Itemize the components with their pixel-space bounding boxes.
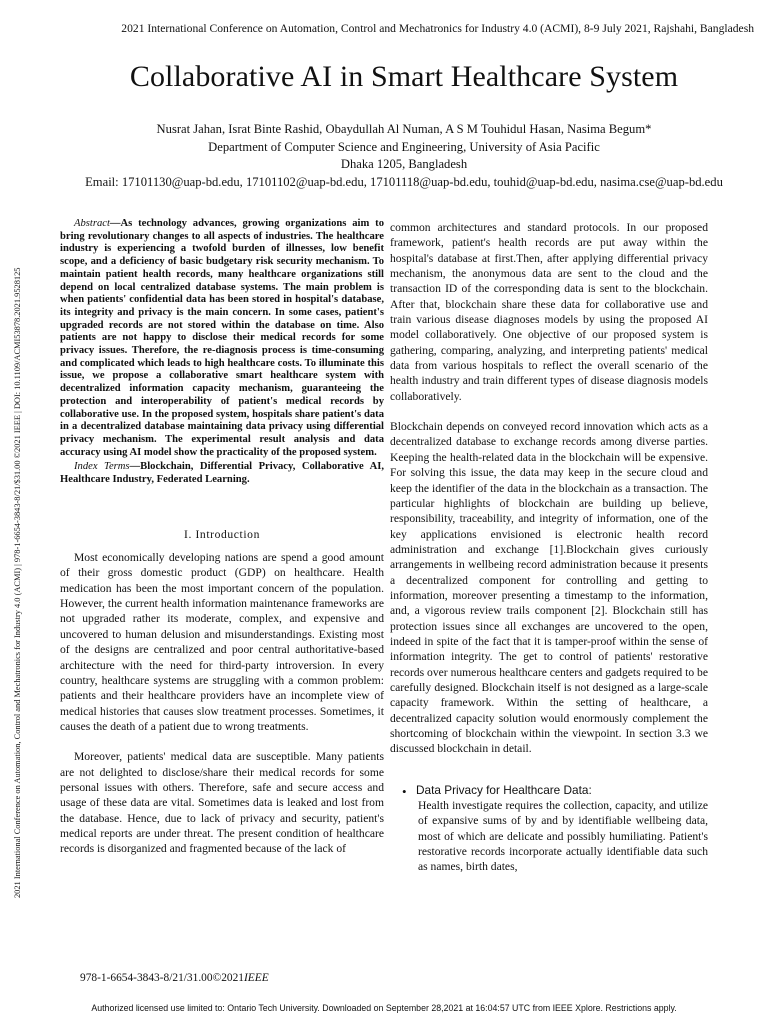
affiliation-city: Dhaka 1205, Bangladesh — [340, 157, 468, 171]
index-terms-label: Index Terms — [74, 461, 130, 473]
affiliation: Department of Computer Science and Engineering, University of Asia Pacific — [208, 139, 600, 154]
abstract-label: Abstract — [74, 218, 110, 229]
bullet-dot-icon: • — [402, 783, 407, 799]
bullet-title — [404, 783, 708, 798]
bullet-data-privacy — [390, 783, 708, 875]
bullet-title-colon: : — [588, 782, 592, 797]
section-heading-introduction: I. Introduction — [184, 527, 260, 541]
footer-isbn-year: 2021 — [221, 972, 244, 984]
abstract — [60, 218, 384, 459]
index-terms — [60, 461, 384, 486]
intro-paragraph-4: Blockchain depends on conveyed record innovation which acts as a decentralized database to exchange records among diverse parties. Keeping the health-related data in the blockchain will be expensive. For solving this issue, the data may keep in the secure cloud and keep the identifier of the data in the blockchain as a transaction. The particular highlights of blockchain are building up believe, responsibility, traceability, and integrity of information, one of the key applications envisioned is electronic health record administration and exchange [1].Blockchain gives curiously arrangements in wellbeing record administration because it presents a decentralized component for controlling and getting to information, moreover presenting a timestamp to the information, and, a vigorous review trails component [2]. Blockchain still has protection issues since all exchanges are uncovered to the open, indeed in spite of the fact that it is tamper-proof within the sense of information integrity. The get to control of patients' restorative records over numerous healthcare centers and gadgets required to be carefully designed. Blockchain itself is not designed as a large-scale capacity framework. Within the setting of healthcare, a decentralized capacity solution would enormously complement the shortcoming of blockchain within the viewpoint. In section 3.3 we discussed blockchain in detail. — [390, 420, 708, 756]
side-doi-identifier: 2021 International Conference on Automation, Control and Mechatronics for Industry 4.0 (ACMI) | 978-1-6654-3843-8/21/$31.00 ©2021 IEEE | DOI: 10.1109/ACMI53878.2021.9528125 — [13, 267, 22, 898]
left-column — [60, 218, 384, 872]
intro-paragraph-3: common architectures and standard protocols. In our proposed framework, patient's health records are put away within the hospital's database at first.Then, after applying differential privacy mechanism, the anonymous data are sent to the cloud and the transaction ID of the corresponding data is sent to the blockchain. After that, blockchain share these data for collaborative use and train various disease diagnoses models by using the proposed AI model collaboratively. One objective of our proposed system is gathering, comparing, analyzing, and interpreting patients' medical data from various hospitals to reflect the overall scenario of the health industry and train different types of disease diagnosis models collaboratively. — [390, 221, 708, 403]
bullet-title-text: Data Privacy for Healthcare Data — [416, 782, 589, 797]
authorized-use-notice: Authorized licensed use limited to: Ontario Tech University. Downloaded on September 28,2021 at 16:04:57 UTC from IEEE Xplore. Restrictions apply. — [91, 1003, 677, 1013]
footer-isbn — [80, 972, 269, 984]
author-list: Nusrat Jahan, Israt Binte Rashid, Obaydullah Al Numan, A S M Touhidul Hasan, Nasima Begum* — [156, 122, 652, 136]
author-block — [60, 121, 748, 191]
abstract-text: —As technology advances, growing organizations aim to bring revolutionary changes to all aspects of industries. The healthcare industry is experiencing a twofold burden of illnesses, low benefit scope, and a deficiency of basic budgetary risk security mechanism. To maintain patient health records, many healthcare organizations still depend on local centralized database systems. The main problem is when patients' confidential data has been stored in hospital's database, its integrity and privacy is the main concern. In some cases, patient's upgraded records are not stored within the database on time. Also patients are not happy to disclose their medical records for some privacy issues. Therefore, the re-diagnosis process is time-consuming and complicated which leads to high healthcare costs. To illuminate this issue, we propose a collaborative smart healthcare system with decentralized information capacity mechanism, guaranteeing the protection and interoperability of patient's medical records by collaborative use. In the proposed system, hospitals share patient's data in a decentralized database maintaining data privacy using differential privacy mechanism. The experimental result analysis and data accuracy using AI model show the practicality of the proposed system. — [60, 218, 384, 458]
footer-isbn-prefix: 978-1-6654-3843-8/21/31.00 — [80, 972, 213, 984]
right-column — [390, 220, 708, 890]
author-emails: Email: 17101130@uap-bd.edu, 17101102@uap-bd.edu, 17101118@uap-bd.edu, touhid@uap-bd.edu, nasima.cse@uap-bd.edu — [85, 174, 723, 189]
conference-header: 2021 International Conference on Automation, Control and Mechatronics for Industry 4.0 (ACMI), 8-9 July 2021, Rajshahi, Bangladesh — [121, 22, 754, 35]
intro-paragraph-1: Most economically developing nations are spend a good amount of their gross domestic product (GDP) on healthcare. Health medication has been the most important concern of the population. However, the current health information maintenance frameworks are not upgraded rather its moderate, complex, and expensive and uncovered to human delusion and misunderstandings. Existing most of the designs are centralized and poor central authoritative-based architecture with the need for third-party introversion. In every country, healthcare systems are struggling with a common problem: patients and their healthcare providers have an incomplete view of medical histories that causes slow treatment processes. Sometimes, it causes the death of a patient due to wrong treatments. — [60, 551, 384, 733]
intro-paragraph-2: Moreover, patients' medical data are susceptible. Many patients are not delighted to disclose/share their medical records for some personal issues with others. Therefore, safe and secure access and usage of these data are vital. Sometimes data is leaked and lost from the database. Hence, due to lack of privacy and security, patient's medical reports are under threat. The present condition of healthcare records is disorganized and fragmented because of the lack of — [60, 750, 384, 856]
paper-title: Collaborative AI in Smart Healthcare System — [129, 60, 679, 93]
index-terms-text: —Blockchain, Differential Privacy, Collaborative AI, Healthcare Industry, Federated Learning. — [60, 461, 384, 486]
bullet-body: Health investigate requires the collection, capacity, and utilize of expansive sums of by and by identifiable wellbeing data, most of which are delicate and possibly humiliating. Patient's restorative records incorporate actually identifiable data such as names, birth dates, — [418, 799, 708, 874]
footer-isbn-brand: IEEE — [244, 972, 269, 984]
footer-isbn-copyright: © — [212, 972, 222, 984]
